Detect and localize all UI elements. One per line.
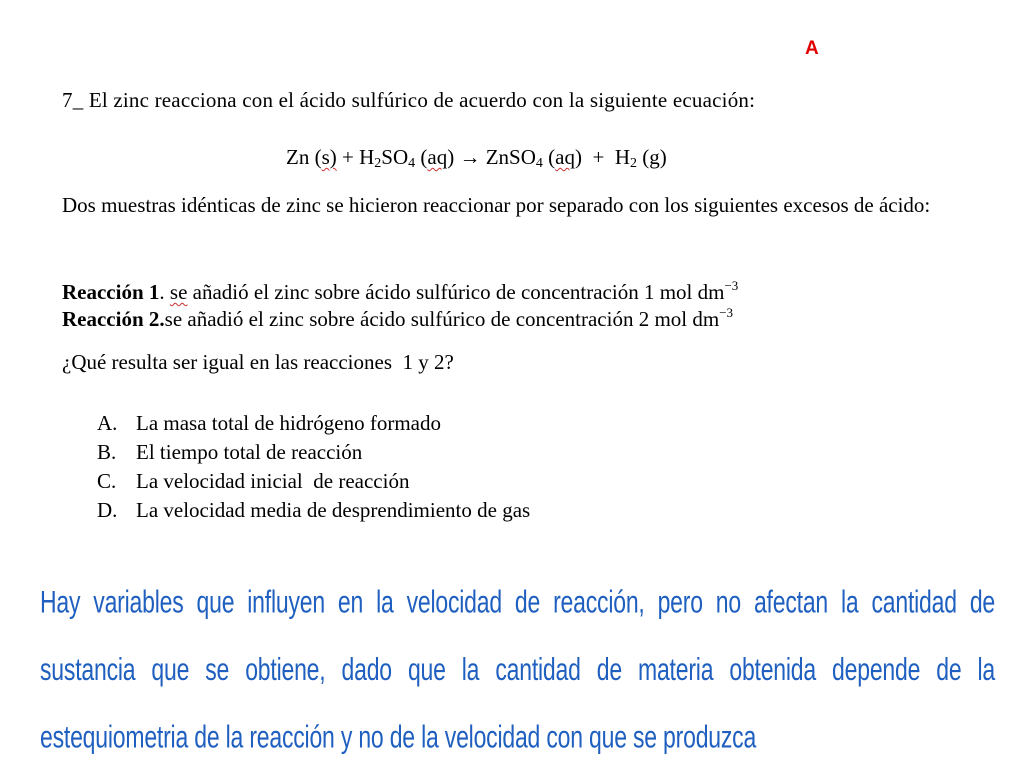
option-letter: B. — [97, 440, 117, 464]
eq-acid: H — [359, 145, 375, 169]
reaction-1-punct: . — [159, 280, 165, 304]
answer-options — [97, 409, 530, 525]
reaction-1 — [62, 278, 738, 305]
eq-acid-rest: SO — [381, 145, 409, 169]
eq-acid-subscript: 2 — [374, 156, 382, 171]
reaction-1-exponent: −3 — [724, 278, 739, 293]
question-title: 7_ El zinc reacciona con el ácido sulfúrico de acuerdo con la siguiente ecuación: — [62, 88, 756, 112]
option-a — [97, 409, 530, 438]
eq-plus: + — [336, 145, 360, 169]
option-d — [97, 496, 530, 525]
eq-plus-2: + — [581, 145, 615, 169]
reaction-2-label: Reacción 2. — [62, 307, 165, 331]
option-c — [97, 467, 530, 496]
eq-zinc-state: s) — [321, 145, 337, 169]
reaction-2-text: se añadió el zinc sobre ácido sulfúrico de concentración 2 mol dm — [164, 307, 720, 331]
eq-salt-state-close: ) — [574, 145, 582, 169]
eq-zinc: Zn ( — [286, 145, 322, 169]
option-text: La velocidad inicial de reacción — [136, 469, 410, 493]
reaction-2 — [62, 305, 733, 332]
question-intro: Dos muestras idénticas de zinc se hicieron reaccionar por separado con los siguientes excesos de ácido: — [62, 193, 931, 217]
option-text: La masa total de hidrógeno formado — [136, 411, 441, 435]
eq-hydrogen-state: (g) — [636, 145, 667, 169]
eq-salt-state-open: ( — [542, 145, 556, 169]
option-letter: A. — [97, 411, 118, 435]
eq-salt-state: aq — [555, 145, 575, 169]
answer-marker: A — [805, 38, 819, 59]
eq-acid-state: aq — [427, 145, 448, 169]
eq-hydrogen: H — [614, 145, 630, 169]
eq-acid-subscript-2: 4 — [408, 156, 416, 171]
reaction-1-text: añadió el zinc sobre ácido sulfúrico de concentración 1 mol dm — [187, 280, 725, 304]
explanation-text: Hay variables que influyen en la velocidad de reacción, pero no afectan la cantidad de sustancia que se obtiene, dado que la cantidad de materia obtenida depende de la estequiometria de la reacción y no de la velocidad con que se produzca — [40, 584, 995, 755]
eq-acid-state-close: ) — [447, 145, 455, 169]
option-b — [97, 438, 530, 467]
question-prompt: ¿Qué resulta ser igual en las reacciones 1 y 2? — [62, 350, 454, 374]
option-letter: D. — [97, 498, 118, 522]
eq-acid-state-open: ( — [415, 145, 428, 169]
reaction-1-label: Reacción 1 — [62, 280, 160, 304]
option-text: La velocidad media de desprendimiento de gas — [136, 498, 531, 522]
chemical-equation — [286, 145, 667, 172]
reaction-2-exponent: −3 — [719, 305, 734, 320]
eq-salt-subscript: 4 — [535, 156, 543, 171]
eq-arrow: → — [454, 145, 486, 169]
option-letter: C. — [97, 469, 117, 493]
eq-hydrogen-subscript: 2 — [629, 156, 637, 171]
option-text: El tiempo total de reacción — [136, 440, 363, 464]
eq-salt: ZnSO — [485, 145, 536, 169]
reaction-1-se: se — [169, 280, 188, 304]
